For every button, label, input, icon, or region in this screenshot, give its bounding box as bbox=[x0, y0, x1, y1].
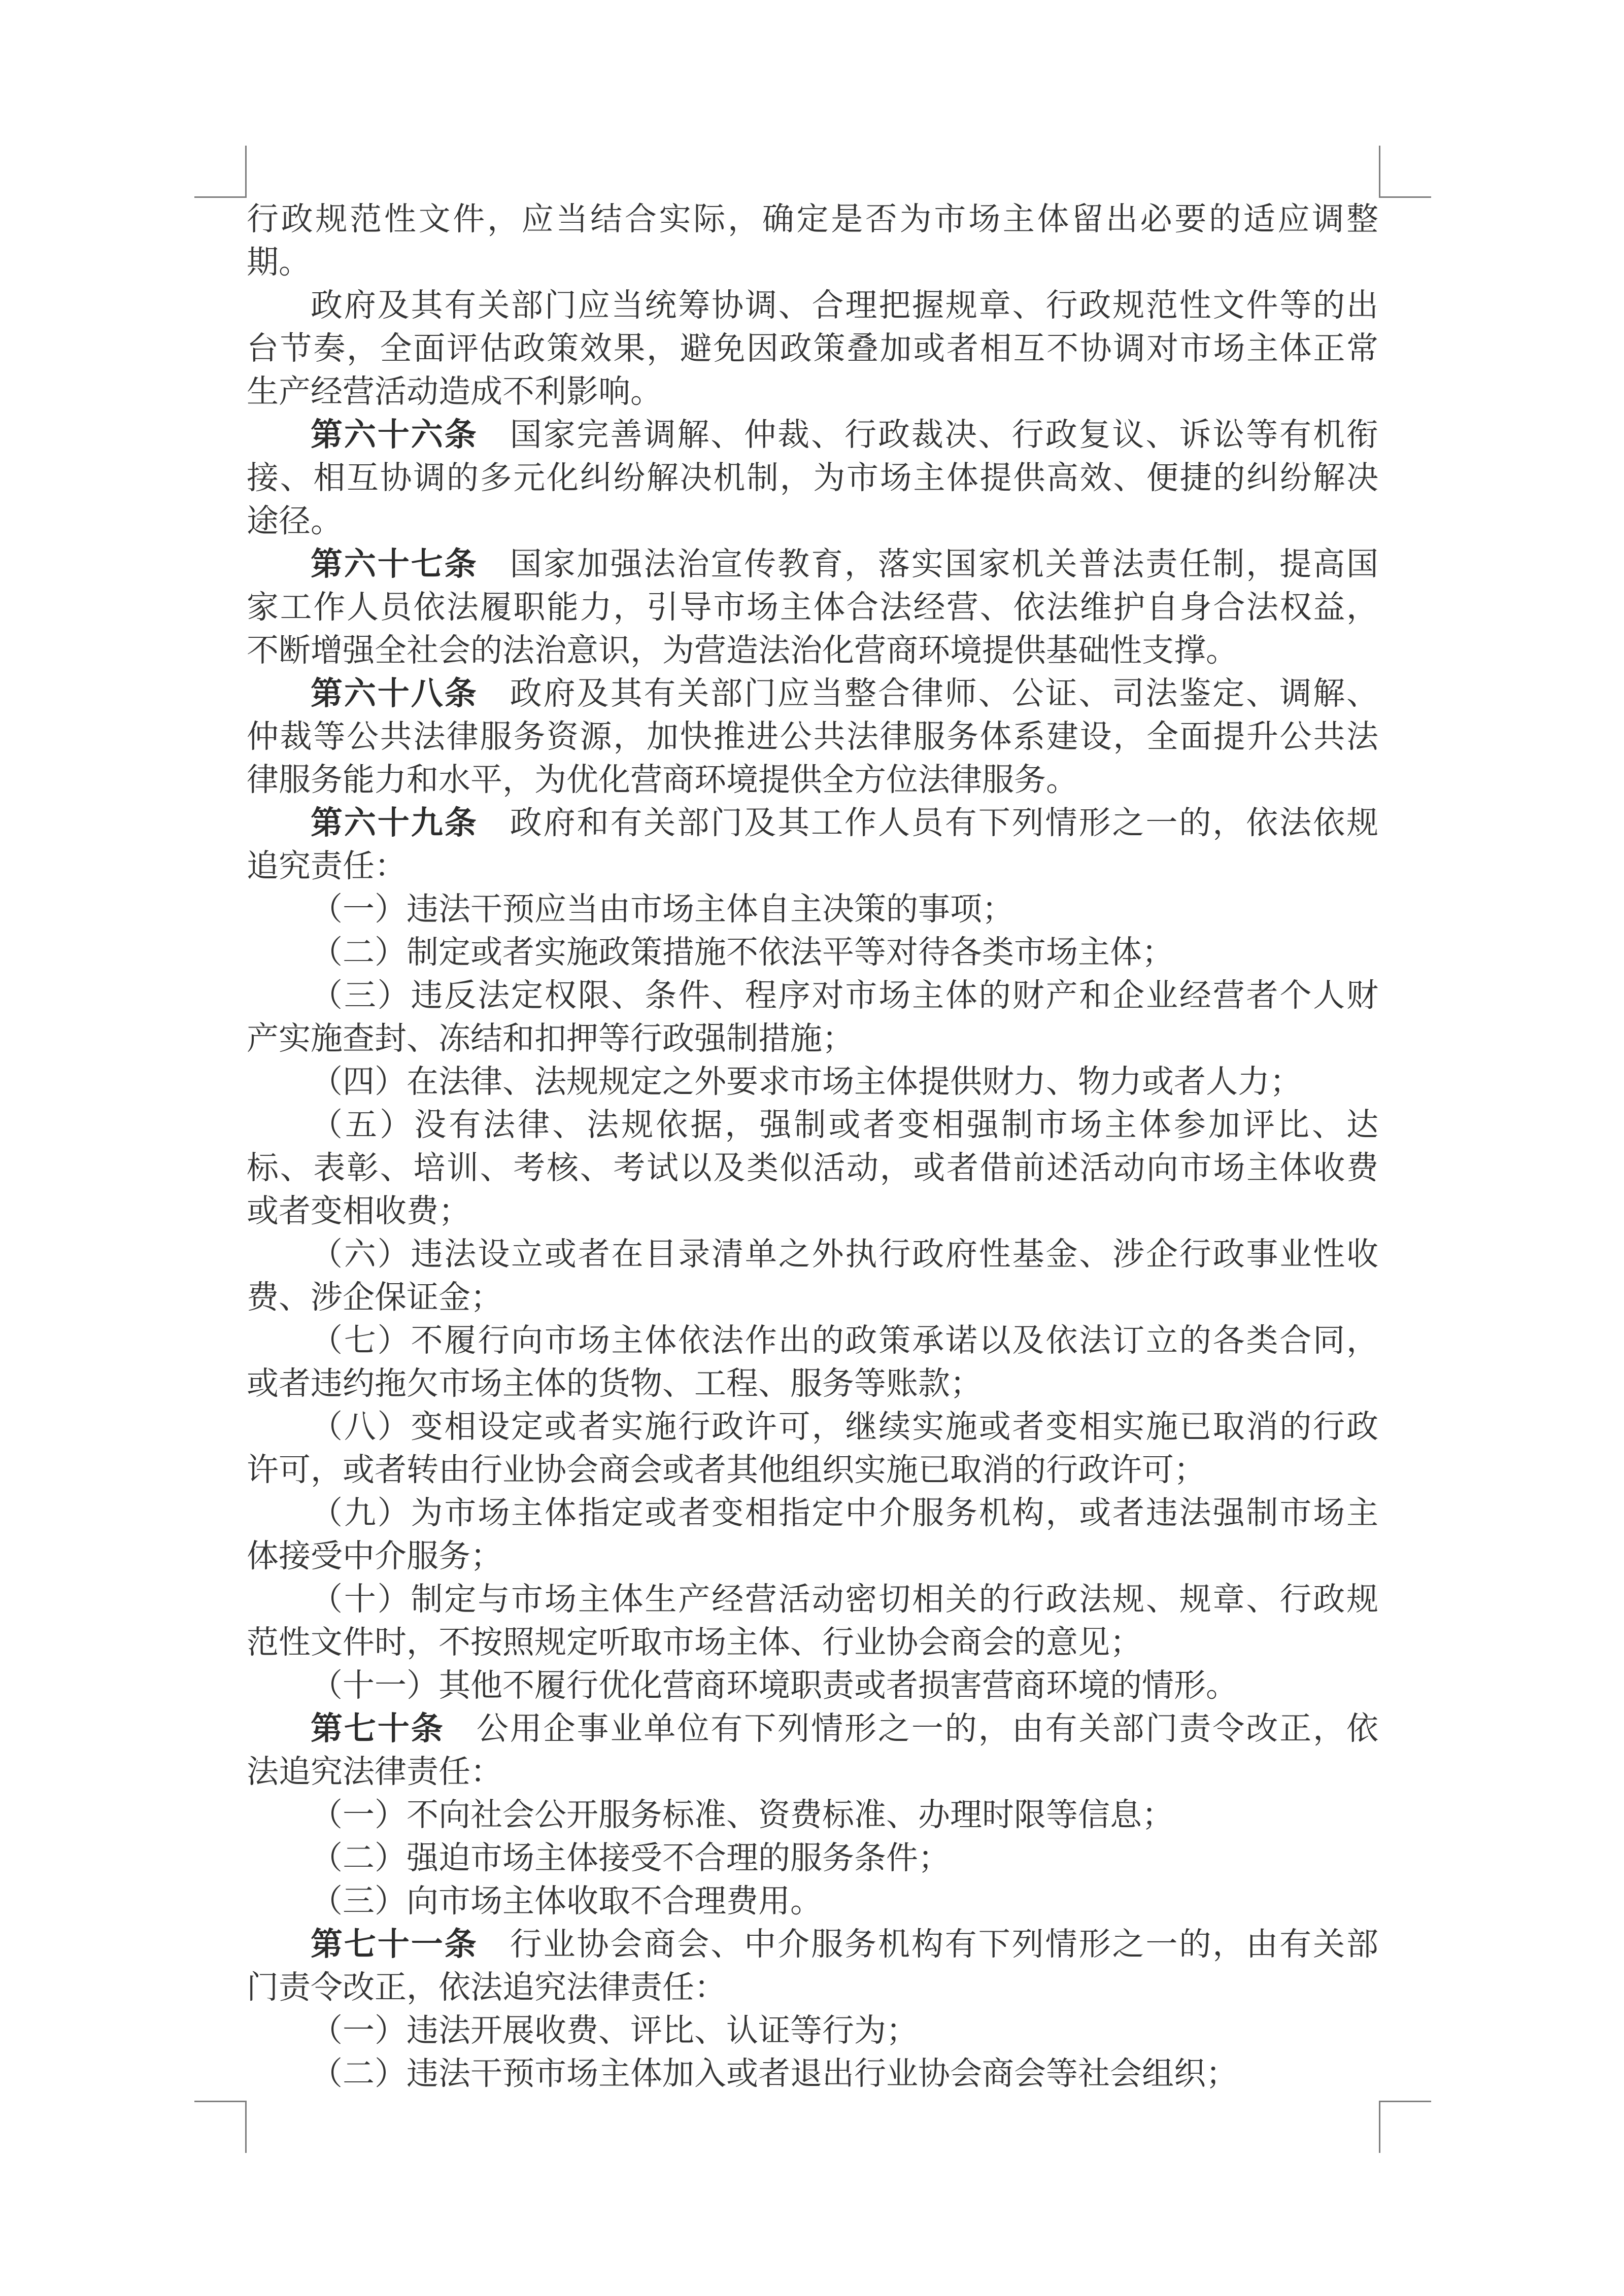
text-line bbox=[247, 1319, 1378, 1362]
line-text: 产实施查封、冻结和扣押等行政强制措施； bbox=[247, 1021, 854, 1056]
text-line bbox=[247, 715, 1378, 759]
text-line bbox=[247, 1794, 1378, 1837]
line-text: 途径。 bbox=[247, 503, 343, 539]
line-text: 仲裁等公共法律服务资源，加快推进公共法律服务体系建设，全面提升公共法 bbox=[247, 719, 1378, 755]
text-line bbox=[247, 327, 1378, 370]
text-line bbox=[247, 1837, 1378, 1880]
line-text: （二）制定或者实施政策措施不依法平等对待各类市场主体； bbox=[311, 935, 1174, 970]
legal-text-block bbox=[247, 198, 1378, 2096]
crop-mark-bottom-right bbox=[1379, 2101, 1431, 2153]
line-text: 或者变相收费； bbox=[247, 1193, 470, 1229]
text-line bbox=[247, 802, 1378, 845]
line-text: 门责令改正，依法追究法律责任： bbox=[247, 1970, 726, 2005]
line-text: 费、涉企保证金； bbox=[247, 1280, 502, 1315]
line-text: （八）变相设定或者实施行政许可，继续实施或者变相实施已取消的行政 bbox=[311, 1409, 1378, 1445]
text-line bbox=[247, 2052, 1378, 2096]
text-line bbox=[247, 1707, 1378, 1751]
text-line bbox=[247, 845, 1378, 888]
text-line bbox=[247, 1751, 1378, 1794]
line-text: 律服务能力和水平，为优化营商环境提供全方位法律服务。 bbox=[247, 762, 1078, 798]
text-line bbox=[247, 1535, 1378, 1578]
text-line bbox=[247, 1621, 1378, 1664]
line-text: （二）强迫市场主体接受不合理的服务条件； bbox=[311, 1840, 950, 1876]
line-text: （三）向市场主体收取不合理费用。 bbox=[311, 1883, 822, 1919]
text-line bbox=[247, 1578, 1378, 1621]
text-line bbox=[247, 1923, 1378, 1966]
text-line bbox=[247, 500, 1378, 543]
line-text: 许可，或者转由行业协会商会或者其他组织实施已取消的行政许可； bbox=[247, 1452, 1206, 1488]
text-line bbox=[247, 370, 1378, 414]
line-text: 体接受中介服务； bbox=[247, 1538, 502, 1574]
text-line bbox=[247, 241, 1378, 284]
text-line bbox=[247, 586, 1378, 629]
text-line bbox=[247, 1880, 1378, 1923]
article-number: 第六十六条 bbox=[311, 417, 478, 453]
line-text: 追究责任： bbox=[247, 848, 407, 884]
line-text: 行政规范性文件，应当结合实际，确定是否为市场主体留出必要的适应调整 bbox=[247, 201, 1378, 237]
article-number: 第七十条 bbox=[311, 1711, 445, 1746]
crop-mark-top-left bbox=[194, 146, 247, 198]
text-line bbox=[247, 1492, 1378, 1535]
line-text: 台节奏，全面评估政策效果，避免因政策叠加或者相互不协调对市场主体正常 bbox=[247, 331, 1378, 366]
article-number: 第七十一条 bbox=[311, 1927, 478, 1962]
line-text: （四）在法律、法规规定之外要求市场主体提供财力、物力或者人力； bbox=[311, 1064, 1302, 1100]
text-line bbox=[247, 629, 1378, 672]
crop-mark-top-right bbox=[1379, 146, 1431, 198]
line-text: 行业协会商会、中介服务机构有下列情形之一的，由有关部 bbox=[510, 1927, 1379, 1962]
line-text: （一）不向社会公开服务标准、资费标准、办理时限等信息； bbox=[311, 1797, 1174, 1833]
line-text: （五）没有法律、法规依据，强制或者变相强制市场主体参加评比、达 bbox=[311, 1107, 1378, 1143]
line-text: （二）违法干预市场主体加入或者退出行业协会商会等社会组织； bbox=[311, 2056, 1238, 2092]
text-line bbox=[247, 2009, 1378, 2052]
line-text: 国家加强法治宣传教育，落实国家机关普法责任制，提高国 bbox=[510, 546, 1379, 582]
line-text: 不断增强全社会的法治意识，为营造法治化营商环境提供基础性支撑。 bbox=[247, 633, 1238, 668]
line-text: （三）违反法定权限、条件、程序对市场主体的财产和企业经营者个人财 bbox=[311, 978, 1378, 1013]
text-line bbox=[247, 457, 1378, 500]
text-line bbox=[247, 1017, 1378, 1060]
text-line bbox=[247, 931, 1378, 974]
line-text: 或者违约拖欠市场主体的货物、工程、服务等账款； bbox=[247, 1366, 982, 1401]
text-line bbox=[247, 1147, 1378, 1190]
line-text: 家工作人员依法履职能力，引导市场主体合法经营、依法维护自身合法权益， bbox=[247, 590, 1378, 625]
text-line bbox=[247, 1966, 1378, 2009]
line-text: （一）违法干预应当由市场主体自主决策的事项； bbox=[311, 892, 1014, 927]
line-text: 标、表彰、培训、考核、考试以及类似活动，或者借前述活动向市场主体收费 bbox=[247, 1150, 1378, 1186]
text-line bbox=[247, 888, 1378, 931]
article-number: 第六十七条 bbox=[311, 546, 478, 582]
text-line bbox=[247, 1060, 1378, 1104]
text-line bbox=[247, 198, 1378, 241]
text-line bbox=[247, 1449, 1378, 1492]
text-line bbox=[247, 1190, 1378, 1233]
line-text: 政府和有关部门及其工作人员有下列情形之一的，依法依规 bbox=[510, 805, 1379, 841]
text-line bbox=[247, 672, 1378, 715]
article-number: 第六十九条 bbox=[311, 805, 478, 841]
line-text: （六）违法设立或者在目录清单之外执行政府性基金、涉企行政事业性收 bbox=[311, 1237, 1378, 1272]
line-text: （十一）其他不履行优化营商环境职责或者损害营商环境的情形。 bbox=[311, 1668, 1238, 1703]
line-text: 公用企事业单位有下列情形之一的，由有关部门责令改正，依 bbox=[476, 1711, 1379, 1746]
text-line bbox=[247, 414, 1378, 457]
line-text: （十）制定与市场主体生产经营活动密切相关的行政法规、规章、行政规 bbox=[311, 1582, 1378, 1617]
text-line bbox=[247, 1406, 1378, 1449]
line-text: 生产经营活动造成不利影响。 bbox=[247, 374, 662, 409]
text-line bbox=[247, 1233, 1378, 1276]
line-text: （九）为市场主体指定或者变相指定中介服务机构，或者违法强制市场主 bbox=[311, 1495, 1378, 1531]
text-line bbox=[247, 1104, 1378, 1147]
line-text: （一）违法开展收费、评比、认证等行为； bbox=[311, 2013, 918, 2048]
text-line bbox=[247, 974, 1378, 1017]
line-text: 国家完善调解、仲裁、行政裁决、行政复议、诉讼等有机衔 bbox=[510, 417, 1379, 453]
text-line bbox=[247, 1664, 1378, 1707]
line-text: 期。 bbox=[247, 245, 311, 280]
line-text: 政府及其有关部门应当整合律师、公证、司法鉴定、调解、 bbox=[510, 676, 1379, 711]
line-text: 法追究法律责任： bbox=[247, 1754, 502, 1790]
article-number: 第六十八条 bbox=[311, 676, 478, 711]
line-text: 政府及其有关部门应当统筹协调、合理把握规章、行政规范性文件等的出 bbox=[311, 288, 1378, 323]
text-line bbox=[247, 543, 1378, 586]
line-text: （七）不履行向市场主体依法作出的政策承诺以及依法订立的各类合同， bbox=[311, 1323, 1378, 1358]
text-line bbox=[247, 1276, 1378, 1319]
crop-mark-bottom-left bbox=[194, 2101, 247, 2153]
line-text: 范性文件时，不按照规定听取市场主体、行业协会商会的意见； bbox=[247, 1625, 1142, 1660]
text-line bbox=[247, 1362, 1378, 1406]
text-line bbox=[247, 284, 1378, 327]
line-text: 接、相互协调的多元化纠纷解决机制，为市场主体提供高效、便捷的纠纷解决 bbox=[247, 460, 1378, 496]
text-line bbox=[247, 759, 1378, 802]
